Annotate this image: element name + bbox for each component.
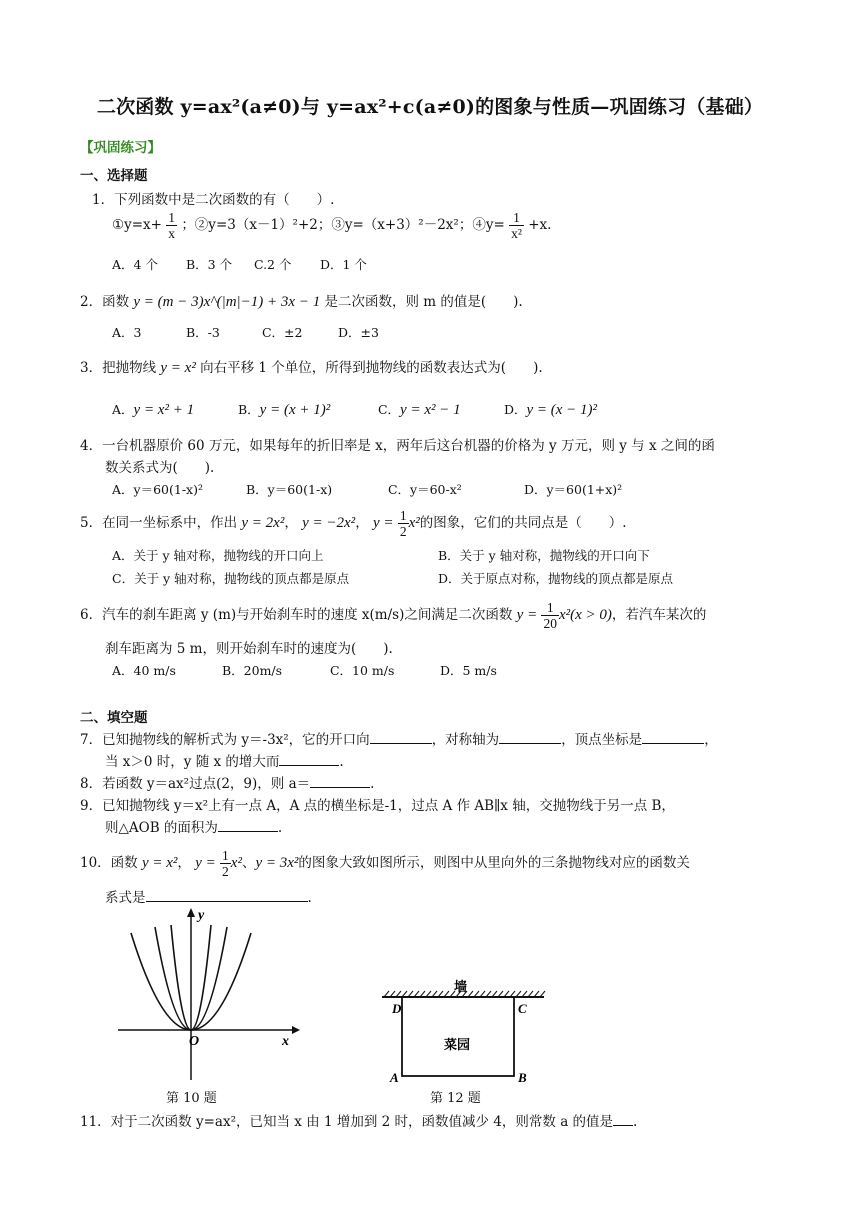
q2-suffix: 是二次函数，则 m 的值是( ). [324,294,523,310]
q3-option-a-expr: y = x² + 1 [133,402,195,418]
q7-blank-3[interactable] [642,731,704,744]
q7-blank-2[interactable] [499,731,561,744]
q8-end: . [370,776,375,792]
q6-line1-end: ，若汽车某次的 [611,607,707,623]
q10-blank[interactable] [146,889,308,902]
q1-frac2-den: x² [511,226,522,241]
figure-12-garden [378,975,548,1085]
q2-option-d: D．±3 [337,325,379,340]
q6-option-d: D．5 m/s [439,663,497,678]
q7-text-a: 7．已知抛物线的解析式为 y＝-3x²，它的开口向 [80,732,370,748]
q3-option-b [238,400,374,419]
q3-prefix: 3．把抛物线 [80,360,157,376]
q6-expr-pre: y = [516,607,538,623]
q10-end: . [307,890,312,906]
q3-suffix: 向右平移 1 个单位，所得到抛物线的函数表达式为( ). [200,360,543,376]
q1-stem: 1．下列函数中是二次函数的有（ ）. [92,192,335,208]
q6-option-a: A．40 m/s [112,663,176,678]
q7-blank-4[interactable] [279,753,339,766]
q1-frac1-den: x [168,226,176,241]
q7-text-d: ， [704,732,718,748]
q3-option-c-expr: y = x² − 1 [400,402,461,418]
q11-line [80,1110,637,1130]
q9-line1: 9．已知抛物线 y＝x²上有一点 A，A 点的横坐标是-1，过点 A 作 AB∥x 轴，交抛物线于另一点 B， [80,798,675,814]
q6-options [112,661,497,679]
q3-option-c-label: C． [377,402,401,417]
fig12-garden-label: 菜园 [444,1037,471,1052]
q4-option-a: A．y＝60(1-x)² [112,482,203,497]
q7-line2 [105,750,344,770]
q3-option-d [504,400,597,419]
q10-frac-num: 1 [222,848,229,863]
q1-item2-text: ；②y=3（x－1）²+2；③y=（x+3）²－2x²；④y= [181,217,505,233]
fig10-y-label: y [198,908,205,923]
heading-choice: 一、选择题 [80,168,148,184]
q2-expression: y = (m − 3)x^(|m|−1) + 3x − 1 [133,294,321,310]
q5-expr-3-post: x² [408,515,420,531]
q8-line [80,772,374,792]
q10-prefix: 10．函数 [80,855,138,871]
q5-expr-3-pre: y = [372,515,394,531]
q1-option-d: D．1 个 [319,257,367,272]
q5-frac-den: 2 [399,524,407,539]
q4-option-c: C．y＝60-x² [387,482,462,497]
q5-expr-1: y = 2x² [241,515,285,531]
q6-fraction [541,600,559,631]
figure-10-parabolas [110,905,300,1080]
q2-option-c: C．±2 [261,325,303,340]
fig12-label-b: B [518,1070,527,1085]
q4-options [112,480,622,498]
q10-line1: 10．函数 y = x²， y = $\frac{1}{2}$ x²、y = 3x²的图象大致如图所示，则图中从里向外的三条抛物线对应的函数关 [80,848,690,879]
q3-option-b-expr: y = (x + 1)² [259,402,331,418]
q10-expr-2-post: x² [230,855,242,871]
fig10-origin-label: O [189,1034,200,1049]
q2-options [112,323,379,341]
q3-option-a [112,400,234,419]
fig10-x-arrow [292,1026,300,1034]
q10-line2-text: 系式是 [105,890,146,906]
fig12-label-d: D [392,1001,402,1016]
q10-expr-2-pre: y = [195,855,216,871]
q3-stem [80,356,543,377]
q2-prefix: 2．函数 [80,294,130,310]
q6-option-b: B．20m/s [221,663,283,678]
q7-line1 [80,728,718,748]
q1-option-b: B．3 个 [185,257,233,272]
q1-options [112,255,367,273]
heading-fill: 二、填空题 [80,710,148,726]
q5-frac-num: 1 [399,508,407,523]
q7-line2-text: 当 x＞0 时，y 随 x 的增大而 [105,754,280,770]
q8-blank[interactable] [310,775,370,788]
q1-option-a: A．4 个 [112,257,158,272]
q10-suffix: 的图象大致如图所示，则图中从里向外的三条抛物线对应的函数关 [298,855,690,871]
q10-frac-den: 2 [222,864,229,879]
q10-expr-3: y = 3x² [255,855,299,871]
q2-option-a: A．3 [112,325,142,340]
q7-text-c: ，顶点坐标是 [561,732,643,748]
q6-frac-den: 20 [543,616,557,631]
q9-blank[interactable] [218,819,278,832]
q3-option-a-label: A． [112,402,134,417]
q7-blank-1[interactable] [370,731,432,744]
q1-item1-text: ①y=x+ [112,217,162,233]
q3-option-d-label: D． [503,402,527,417]
q6-frac-num: 1 [541,600,559,616]
q4-option-b: B．y＝60(1-x) [245,482,333,497]
q5-prefix: 5．在同一坐标系中，作出 [80,515,238,531]
fig12-wall-label: 墙 [454,979,468,994]
q3-option-c [378,400,500,419]
fig10-y-arrow [187,908,195,917]
q4-line2: 数关系式为( ). [105,460,215,476]
q11-end: . [633,1114,638,1130]
q9-line2 [105,816,282,836]
q10-expr-1: y = x² [141,855,178,871]
q3-option-b-label: B． [237,402,260,417]
q5-suffix: 的图象，它们的共同点是（ ）. [419,515,627,531]
q5-option-c: C．关于 y 轴对称，抛物线的顶点都是原点 [112,571,350,586]
q5-option-d: D．关于原点对称，抛物线的顶点都是原点 [438,571,674,586]
q1-frac2-num: 1 [509,210,524,226]
q5-fraction [398,508,409,539]
q6-line2: 刹车距离为 5 m，则开始刹车时的速度为( ). [105,641,393,657]
q4-line1: 4．一台机器原价 60 万元，如果每年的折旧率是 x，两年后这台机器的价格为 y 万元，则 y 与 x 之间的函 [80,438,715,454]
q1-frac1-num: 1 [168,210,176,225]
q6-text: 6．汽车的刹车距离 y (m)与开始刹车时的速度 x(m/s)之间满足二次函数 [80,607,513,623]
q1-fraction-1 [166,210,177,241]
q10-fraction [220,848,231,879]
q5-option-a: A．关于 y 轴对称，抛物线的开口向上 [112,548,324,563]
q9-end: . [277,820,283,836]
q2-stem [80,290,523,311]
q1-fraction-2 [509,210,524,241]
fig12-label-c: C [518,1001,527,1016]
q4-option-d: D．y＝60(1+x)² [523,482,623,497]
q10-line2 [105,886,312,906]
q7-line2-end: . [339,754,344,770]
q6-expr-post: x²(x > 0) [558,607,612,623]
q9-text: 则△AOB 的面积为 [105,820,218,836]
q2-option-b: B．-3 [185,325,220,340]
fig12-label-a: A [390,1070,399,1085]
q6-option-c: C．10 m/s [329,663,395,678]
q1-items [112,210,551,241]
q8-text: 8．若函数 y＝ax²过点(2，9)，则 a＝ [80,776,311,792]
q5-stem: 5．在同一坐标系中，作出 y = 2x²， y = −2x²， y = $\frac{1}{2}$ x²的图象，它们的共同点是（ ）. [80,508,627,539]
q5-expr-2: y = −2x² [302,515,356,531]
q5-option-b: B．关于 y 轴对称，抛物线的开口向下 [438,548,650,563]
q11-text: 11．对于二次函数 y=ax²，已知当 x 由 1 增加到 2 时，函数值减少 4，则常数 a 的值是 [80,1114,614,1130]
q3-option-d-expr: y = (x − 1)² [526,402,598,418]
q3-options [112,400,597,419]
q7-text-b: ，对称轴为 [431,732,500,748]
fig10-caption: 第 10 题 [166,1091,217,1106]
fig12-caption: 第 12 题 [430,1091,481,1106]
q1-item4-text: +x. [528,217,552,233]
q11-blank[interactable] [613,1113,633,1126]
section-tag: 【巩固练习】 [80,140,161,156]
q6-line1 [80,600,706,631]
q3-expression: y = x² [160,360,196,376]
fig10-x-label: x [282,1034,289,1049]
page-title: 二次函数 y=ax²(a≠0)与 y=ax²+c(a≠0)的图象与性质—巩固练习（基础） [96,96,764,118]
q1-option-c: C.2 个 [253,257,292,272]
